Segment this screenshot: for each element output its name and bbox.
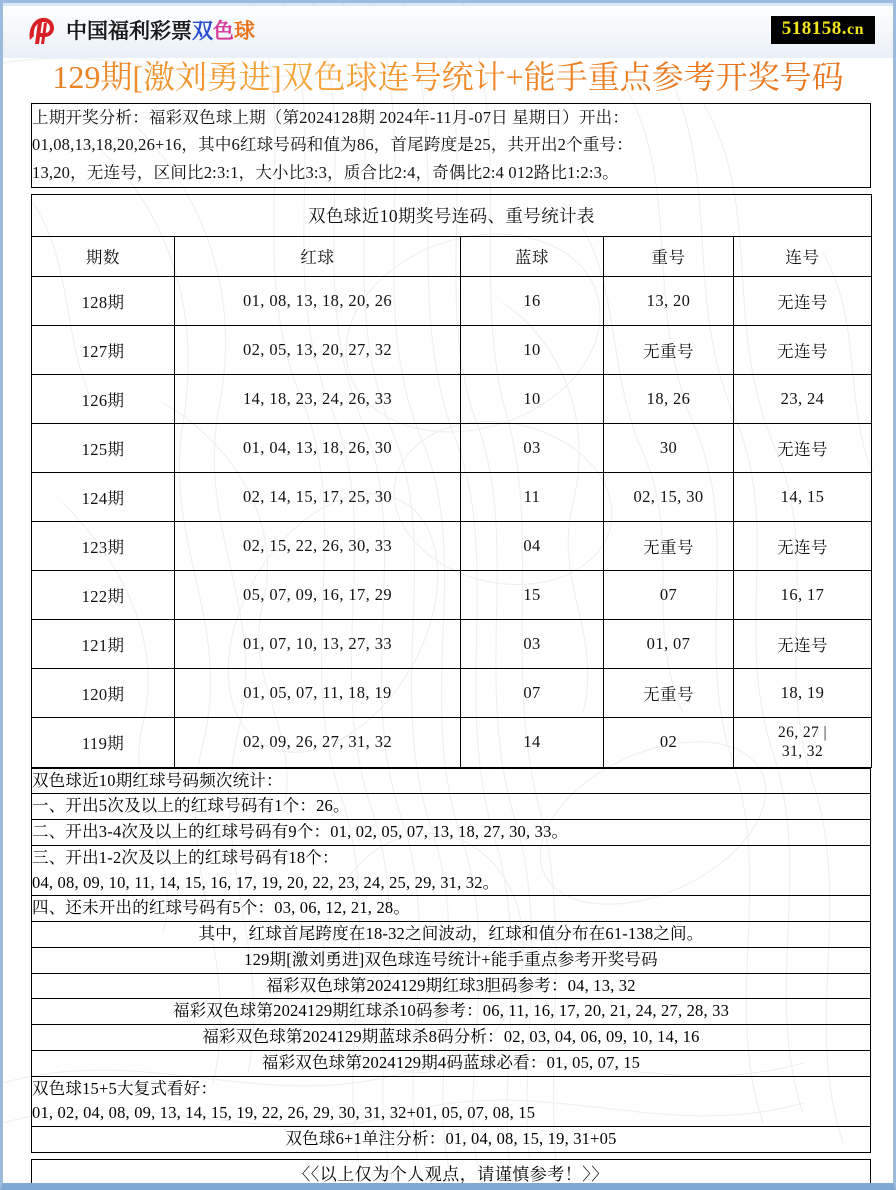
logo-text bbox=[66, 18, 255, 43]
table-row bbox=[32, 947, 871, 973]
table-row bbox=[32, 768, 871, 794]
frequency-item-4: 四、还未开出的红球号码有5个：03, 06, 12, 21, 28。 bbox=[32, 896, 871, 922]
cell-red-balls: 01, 08, 13, 18, 20, 26 bbox=[175, 276, 461, 325]
table-header-row bbox=[32, 236, 872, 276]
forecast-blue-4-must-see: 福彩双色球第2024129期4码蓝球必看：01, 05, 07, 15 bbox=[32, 1050, 871, 1076]
cell-period: 119期 bbox=[32, 717, 175, 767]
cell-period: 125期 bbox=[32, 423, 175, 472]
cell-consecutive-line-1: 26, 27 | bbox=[778, 723, 827, 741]
cell-period: 122期 bbox=[32, 570, 175, 619]
table-row bbox=[32, 845, 871, 896]
cell-blue-ball: 15 bbox=[461, 570, 604, 619]
forecast-blue-kill-8: 福彩双色球第2024129期蓝球杀8码分析：02, 03, 04, 06, 09, 10, 14, 16 bbox=[32, 1025, 871, 1051]
cell-blue-ball: 07 bbox=[461, 668, 604, 717]
cell-consecutive: 无连号 bbox=[734, 619, 872, 668]
cell-repeat: 13, 20 bbox=[604, 276, 734, 325]
cell-blue-ball: 14 bbox=[461, 717, 604, 767]
frequency-intro: 双色球近10期红球号码频次统计： bbox=[32, 768, 871, 794]
recent-draws-table bbox=[31, 194, 872, 768]
cell-consecutive: 18, 19 bbox=[734, 668, 872, 717]
table-row bbox=[32, 374, 872, 423]
masthead bbox=[3, 6, 893, 58]
cell-consecutive: 无连号 bbox=[734, 521, 872, 570]
cell-period: 124期 bbox=[32, 472, 175, 521]
cell-repeat: 30 bbox=[604, 423, 734, 472]
cell-consecutive: 无连号 bbox=[734, 325, 872, 374]
table-row bbox=[32, 619, 872, 668]
cell-consecutive: 无连号 bbox=[734, 276, 872, 325]
table-title-row bbox=[32, 194, 872, 236]
logo-text-ssq-3: 球 bbox=[234, 18, 255, 43]
frequency-item-2: 二、开出3-4次及以上的红球号码有9个：01, 02, 05, 07, 13, 18, 27, 30, 33。 bbox=[32, 820, 871, 846]
cell-red-balls: 02, 15, 22, 26, 30, 33 bbox=[175, 521, 461, 570]
column-header-period: 期数 bbox=[32, 236, 175, 276]
table-row bbox=[32, 668, 872, 717]
cell-blue-ball: 16 bbox=[461, 276, 604, 325]
logo-text-ssq-2: 色 bbox=[213, 18, 234, 43]
analysis-line-1: 上期开奖分析：福彩双色球上期（第2024128期 2024年-11月-07日 星期日）开出： bbox=[32, 107, 630, 127]
table-row bbox=[32, 325, 872, 374]
column-header-red-balls: 红球 bbox=[175, 236, 461, 276]
cell-blue-ball: 11 bbox=[461, 472, 604, 521]
site-url-tld: cn bbox=[847, 21, 864, 38]
forecast-compound-label: 双色球15+5大复式看好： bbox=[32, 1078, 218, 1098]
table-row bbox=[32, 820, 871, 846]
cell-repeat: 无重号 bbox=[604, 668, 734, 717]
forecast-compound-value: 01, 02, 04, 08, 09, 13, 14, 15, 19, 22, 26, 29, 30, 31, 32+01, 05, 07, 08, 15 bbox=[32, 1103, 536, 1123]
cell-blue-ball: 10 bbox=[461, 325, 604, 374]
forecast-red-kill-10: 福彩双色球第2024129期红球杀10码参考：06, 11, 16, 17, 20, 21, 24, 27, 28, 33 bbox=[32, 999, 871, 1025]
cell-consecutive: 16, 17 bbox=[734, 570, 872, 619]
cell-red-balls: 02, 05, 13, 20, 27, 32 bbox=[175, 325, 461, 374]
cell-period: 126期 bbox=[32, 374, 175, 423]
cell-period: 123期 bbox=[32, 521, 175, 570]
cell-red-balls: 01, 05, 07, 11, 18, 19 bbox=[175, 668, 461, 717]
disclaimer-box bbox=[31, 1159, 871, 1186]
page-title: 129期[激刘勇进]双色球连号统计+能手重点参考开奖号码 bbox=[3, 58, 893, 103]
forecast-red-3-dan: 福彩双色球第2024129期红球3胆码参考：04, 13, 32 bbox=[32, 973, 871, 999]
site-url-main: 518158. bbox=[781, 18, 847, 39]
column-header-repeat: 重号 bbox=[604, 236, 734, 276]
cell-red-balls: 02, 14, 15, 17, 25, 30 bbox=[175, 472, 461, 521]
table-row bbox=[32, 521, 872, 570]
frequency-item-1: 一、开出5次及以上的红球号码有1个：26。 bbox=[32, 794, 871, 820]
cell-red-balls: 01, 04, 13, 18, 26, 30 bbox=[175, 423, 461, 472]
table-row bbox=[32, 1159, 871, 1185]
cell-red-balls: 01, 07, 10, 13, 27, 33 bbox=[175, 619, 461, 668]
table-row bbox=[32, 276, 872, 325]
cell-repeat: 07 bbox=[604, 570, 734, 619]
table-row bbox=[32, 472, 872, 521]
site-logo[interactable] bbox=[25, 14, 255, 48]
cell-red-balls: 05, 07, 09, 16, 17, 29 bbox=[175, 570, 461, 619]
frequency-item-3-line-2: 04, 08, 09, 10, 11, 14, 15, 16, 17, 19, 20, 22, 23, 24, 25, 29, 31, 32。 bbox=[32, 872, 500, 892]
forecast-single-bet: 双色球6+1单注分析：01, 04, 08, 15, 19, 31+05 bbox=[32, 1127, 871, 1153]
analysis-line-3: 13,20，无连号，区间比2:3:1，大小比3:3，质合比2:4，奇偶比2:4 012路比1:2:3。 bbox=[32, 163, 619, 183]
frequency-item-3 bbox=[32, 845, 871, 896]
cell-repeat: 02, 15, 30 bbox=[604, 472, 734, 521]
frequency-stats-box bbox=[31, 768, 871, 1153]
table-row bbox=[32, 794, 871, 820]
cell-red-balls: 14, 18, 23, 24, 26, 33 bbox=[175, 374, 461, 423]
cell-consecutive: 无连号 bbox=[734, 423, 872, 472]
logo-text-cn: 中国福利彩票 bbox=[66, 18, 192, 43]
table-row bbox=[32, 570, 872, 619]
cell-repeat: 02 bbox=[604, 717, 734, 767]
forecast-compound bbox=[32, 1076, 871, 1127]
cell-period: 120期 bbox=[32, 668, 175, 717]
table-row bbox=[32, 999, 871, 1025]
cell-period: 121期 bbox=[32, 619, 175, 668]
table-row bbox=[32, 103, 871, 187]
cell-repeat: 无重号 bbox=[604, 521, 734, 570]
analysis-line-2: 01,08,13,18,20,26+16，其中6红球号码和值为86，首尾跨度是25，共开出2个重号： bbox=[32, 135, 633, 155]
cell-period: 128期 bbox=[32, 276, 175, 325]
cell-red-balls: 02, 09, 26, 27, 31, 32 bbox=[175, 717, 461, 767]
table-row bbox=[32, 1127, 871, 1153]
cell-blue-ball: 10 bbox=[461, 374, 604, 423]
table-row bbox=[32, 922, 871, 948]
cell-consecutive-line-2: 31, 32 bbox=[781, 743, 824, 761]
cell-consecutive: 23, 24 bbox=[734, 374, 872, 423]
table-row bbox=[32, 1025, 871, 1051]
last-draw-analysis-box bbox=[31, 103, 871, 188]
cell-blue-ball: 03 bbox=[461, 619, 604, 668]
cell-repeat: 无重号 bbox=[604, 325, 734, 374]
table-row bbox=[32, 1076, 871, 1127]
site-url-badge[interactable] bbox=[771, 16, 875, 44]
table-row bbox=[32, 717, 872, 767]
frequency-item-3-line-1: 三、开出1-2次及以上的红球号码有18个： bbox=[32, 847, 339, 867]
column-header-consecutive: 连号 bbox=[734, 236, 872, 276]
cell-consecutive bbox=[734, 717, 872, 767]
welfare-lottery-logo-icon bbox=[25, 14, 59, 48]
analysis-cell bbox=[32, 103, 871, 187]
frequency-summary: 其中，红球首尾跨度在18-32之间波动，红球和值分布在61-138之间。 bbox=[32, 922, 871, 948]
logo-text-ssq-1: 双 bbox=[192, 18, 213, 43]
cell-blue-ball: 03 bbox=[461, 423, 604, 472]
table-row bbox=[32, 423, 872, 472]
column-header-blue-ball: 蓝球 bbox=[461, 236, 604, 276]
disclaimer-text: 〈〈以上仅为个人观点，请谨慎参考！〉〉 bbox=[32, 1159, 871, 1185]
cell-blue-ball: 04 bbox=[461, 521, 604, 570]
cell-consecutive: 14, 15 bbox=[734, 472, 872, 521]
cell-period: 127期 bbox=[32, 325, 175, 374]
forecast-title: 129期[激刘勇进]双色球连号统计+能手重点参考开奖号码 bbox=[32, 947, 871, 973]
cell-repeat: 18, 26 bbox=[604, 374, 734, 423]
table-row bbox=[32, 973, 871, 999]
table-row bbox=[32, 896, 871, 922]
cell-repeat: 01, 07 bbox=[604, 619, 734, 668]
table-row bbox=[32, 1050, 871, 1076]
table-title: 双色球近10期奖号连码、重号统计表 bbox=[32, 194, 872, 236]
